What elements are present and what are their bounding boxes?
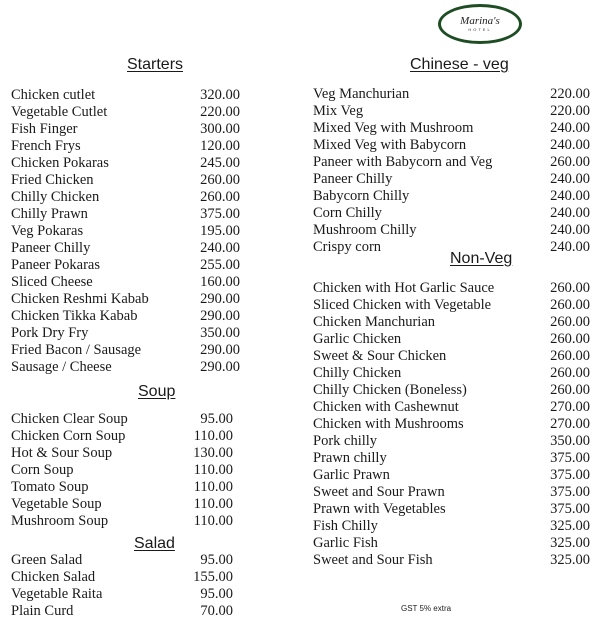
menu-item [313,188,590,205]
menu-item-price: 260.00 [550,382,590,398]
menu-item-price: 290.00 [200,291,240,307]
menu-item-name: Veg Manchurian [313,86,410,102]
menu-item-name: Vegetable Cutlet [11,104,108,120]
menu-item-price: 350.00 [550,433,590,449]
menu-item-name: Chicken with Mushrooms [313,416,464,432]
menu-item [11,513,233,530]
menu-item [11,172,240,189]
menu-item-name: Chicken Pokaras [11,155,109,171]
menu-item-name: Prawn chilly [313,450,387,466]
menu-item-price: 220.00 [200,104,240,120]
menu-item [11,240,240,257]
menu-item [313,416,590,433]
logo-name: Marina's [460,14,500,27]
menu-item-name: Paneer with Babycorn and Veg [313,154,493,170]
menu-item-price: 290.00 [200,359,240,375]
menu-item-price: 240.00 [550,120,590,136]
menu-item [313,280,590,297]
menu-item [11,257,240,274]
menu-item-price: 240.00 [200,240,240,256]
chinese-veg-list [313,86,590,256]
menu-item [313,399,590,416]
section-heading-salad: Salad [134,535,175,552]
hotel-logo [438,4,522,44]
menu-item-price: 260.00 [200,189,240,205]
menu-item [11,411,233,428]
menu-item-name: Corn Chilly [313,205,382,221]
menu-item-name: Crispy corn [313,239,382,255]
menu-item-name: Green Salad [11,552,83,568]
menu-item-price: 110.00 [193,496,233,512]
menu-item [11,87,240,104]
menu-item-name: Mixed Veg with Babycorn [313,137,467,153]
menu-item-price: 290.00 [200,342,240,358]
menu-item-name: Veg Pokaras [11,223,84,239]
menu-item-name: Mushroom Soup [11,513,109,529]
menu-item-name: Chilly Chicken (Boneless) [313,382,467,398]
menu-item-name: Garlic Prawn [313,467,390,483]
menu-item [313,137,590,154]
menu-item-name: Garlic Fish [313,535,378,551]
menu-item-price: 110.00 [193,479,233,495]
section-heading-chinese-veg: Chinese - veg [410,56,509,73]
menu-item [11,121,240,138]
menu-item [11,291,240,308]
menu-item-price: 260.00 [550,297,590,313]
menu-item-name: Chilly Prawn [11,206,88,222]
menu-item-price: 70.00 [200,603,233,619]
menu-item [313,467,590,484]
menu-item-name: Chicken Tikka Kabab [11,308,138,324]
menu-item-name: Chicken Reshmi Kabab [11,291,149,307]
menu-item [11,308,240,325]
menu-item [11,206,240,223]
menu-item-name: Sausage / Cheese [11,359,112,375]
menu-item-price: 260.00 [200,172,240,188]
menu-item-price: 260.00 [550,154,590,170]
menu-item-price: 110.00 [193,428,233,444]
menu-item [11,586,233,603]
menu-item-name: Sweet and Sour Prawn [313,484,445,500]
menu-item [313,535,590,552]
menu-item [313,222,590,239]
menu-item [313,120,590,137]
menu-item-name: Chicken with Hot Garlic Sauce [313,280,495,296]
menu-item-price: 350.00 [200,325,240,341]
menu-item-name: French Frys [11,138,81,154]
menu-item-name: Vegetable Soup [11,496,102,512]
menu-item [11,155,240,172]
menu-item-name: Vegetable Raita [11,586,103,602]
menu-item-price: 260.00 [550,331,590,347]
menu-item [11,189,240,206]
section-heading-non-veg: Non-Veg [450,250,513,267]
menu-item-name: Mix Veg [313,103,364,119]
menu-item-price: 240.00 [550,239,590,255]
section-heading-soup: Soup [138,383,176,400]
menu-item-name: Paneer Chilly [313,171,393,187]
menu-item-price: 375.00 [550,501,590,517]
menu-item-name: Chicken cutlet [11,87,96,103]
menu-item-name: Tomato Soup [11,479,89,495]
menu-item [11,552,233,569]
menu-item [313,239,590,256]
menu-item [11,603,233,620]
menu-item-price: 110.00 [193,462,233,478]
menu-item-price: 240.00 [550,205,590,221]
menu-item [11,359,240,376]
menu-item-price: 240.00 [550,137,590,153]
menu-item [11,462,233,479]
menu-item-name: Fried Chicken [11,172,94,188]
menu-item-name: Chicken Corn Soup [11,428,126,444]
menu-item [313,205,590,222]
menu-item-name: Corn Soup [11,462,74,478]
menu-item-name: Sliced Chicken with Vegetable [313,297,492,313]
menu-item-name: Chicken Manchurian [313,314,436,330]
starters-list [11,87,240,376]
menu-item [313,86,590,103]
menu-item-price: 375.00 [200,206,240,222]
menu-item-name: Sweet and Sour Fish [313,552,433,568]
menu-item [313,348,590,365]
menu-item-price: 375.00 [550,484,590,500]
menu-item [11,223,240,240]
menu-item [313,382,590,399]
menu-item-name: Sliced Cheese [11,274,93,290]
menu-item-price: 325.00 [550,535,590,551]
menu-item [313,365,590,382]
menu-item-price: 110.00 [193,513,233,529]
menu-item-name: Pork Dry Fry [11,325,89,341]
menu-item-name: Chilly Chicken [313,365,402,381]
menu-item-price: 220.00 [550,103,590,119]
gst-footnote: GST 5% extra [401,604,452,613]
menu-item-name: Hot & Sour Soup [11,445,113,461]
salad-list [11,552,233,620]
menu-item-price: 260.00 [550,314,590,330]
menu-item [313,433,590,450]
menu-item [313,552,590,569]
section-heading-starters: Starters [127,56,184,73]
menu-item-price: 160.00 [200,274,240,290]
menu-item-name: Prawn with Vegetables [313,501,446,517]
menu-item-name: Fish Chilly [313,518,378,534]
menu-item [313,501,590,518]
soup-list [11,411,233,530]
menu-item-name: Mushroom Chilly [313,222,417,238]
menu-item-name: Fish Finger [11,121,78,137]
menu-item [11,479,233,496]
menu-item-name: Mixed Veg with Mushroom [313,120,474,136]
menu-item-price: 155.00 [193,569,233,585]
menu-item-price: 95.00 [200,552,233,568]
menu-item-price: 270.00 [550,399,590,415]
menu-item [11,104,240,121]
menu-item-name: Garlic Chicken [313,331,402,347]
menu-item-price: 220.00 [550,86,590,102]
menu-item-price: 95.00 [200,586,233,602]
menu-item [313,518,590,535]
menu-item [11,445,233,462]
menu-item [11,428,233,445]
menu-item [313,314,590,331]
menu-item-name: Fried Bacon / Sausage [11,342,142,358]
menu-item [313,154,590,171]
menu-item [313,484,590,501]
menu-item-price: 195.00 [200,223,240,239]
menu-item-price: 320.00 [200,87,240,103]
menu-item-name: Pork chilly [313,433,378,449]
menu-item-name: Plain Curd [11,603,74,619]
menu-item-price: 245.00 [200,155,240,171]
menu-item [313,171,590,188]
menu-item-price: 260.00 [550,365,590,381]
menu-item [11,325,240,342]
menu-item-price: 240.00 [550,222,590,238]
menu-item [11,274,240,291]
logo-subtitle: HOTEL [468,26,492,32]
menu-item-price: 130.00 [193,445,233,461]
menu-item-price: 325.00 [550,518,590,534]
non-veg-list [313,280,590,569]
menu-item-name: Chicken with Cashewnut [313,399,459,415]
menu-item-name: Sweet & Sour Chicken [313,348,447,364]
menu-item-price: 240.00 [550,171,590,187]
menu-item [11,569,233,586]
menu-item [313,297,590,314]
menu-item-name: Chicken Salad [11,569,96,585]
menu-item-price: 300.00 [200,121,240,137]
menu-item-name: Babycorn Chilly [313,188,410,204]
menu-item [11,496,233,513]
menu-item-price: 95.00 [200,411,233,427]
menu-item-name: Chicken Clear Soup [11,411,128,427]
menu-item-price: 260.00 [550,280,590,296]
menu-item-price: 290.00 [200,308,240,324]
menu-item-price: 255.00 [200,257,240,273]
menu-item-price: 260.00 [550,348,590,364]
menu-item-price: 375.00 [550,450,590,466]
menu-item-name: Chilly Chicken [11,189,100,205]
menu-item-price: 270.00 [550,416,590,432]
menu-item [313,103,590,120]
menu-item [11,138,240,155]
menu-item [313,331,590,348]
menu-item-price: 120.00 [200,138,240,154]
menu-item [11,342,240,359]
menu-item-price: 240.00 [550,188,590,204]
menu-item-name: Paneer Chilly [11,240,91,256]
menu-item-price: 375.00 [550,467,590,483]
menu-item [313,450,590,467]
menu-item-price: 325.00 [550,552,590,568]
menu-item-name: Paneer Pokaras [11,257,100,273]
